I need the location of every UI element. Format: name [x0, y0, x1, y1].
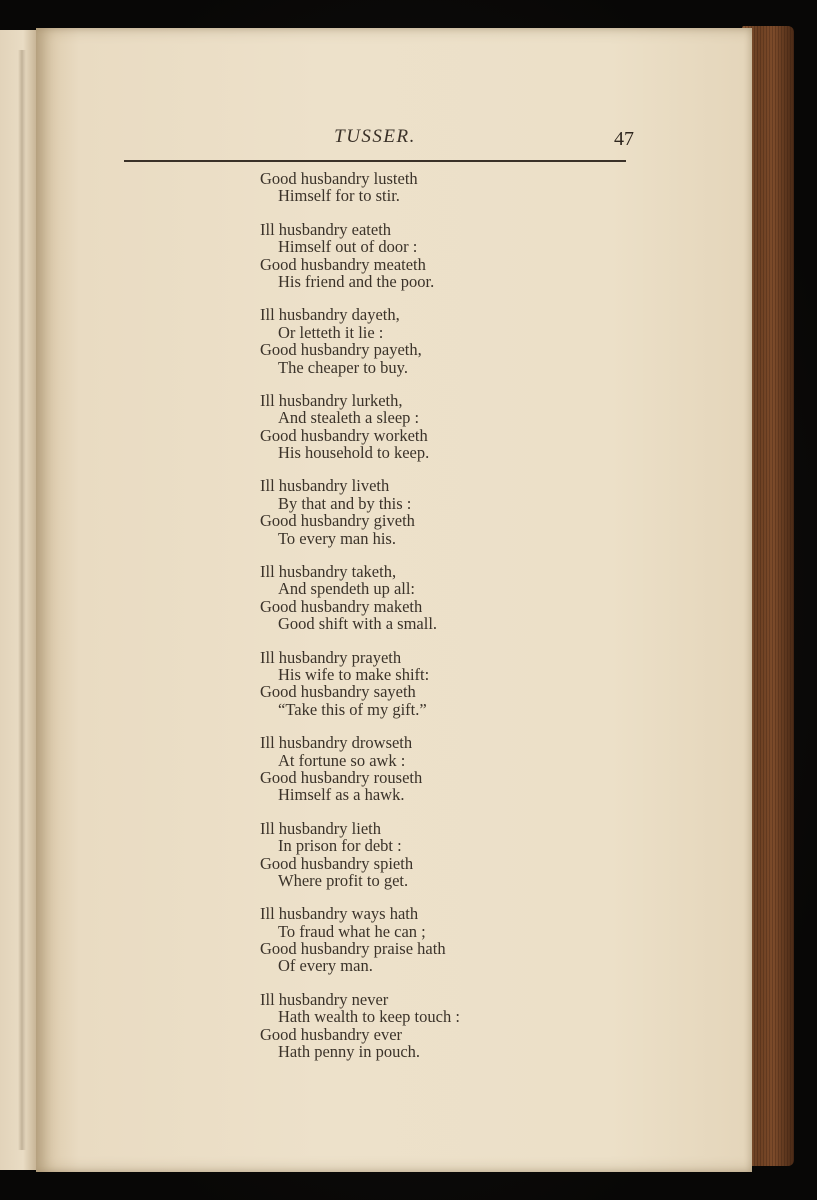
poem-line: At fortune so awk : — [278, 750, 406, 770]
poem-line: Ill husbandry dayeth, — [260, 305, 400, 325]
poem-line: Good husbandry worketh — [260, 425, 428, 445]
poem-line: Good husbandry maketh — [260, 596, 423, 616]
poem-line: Ill husbandry lieth — [260, 818, 381, 838]
poem-line: Ill husbandry liveth — [260, 476, 390, 496]
poem-line: Ill husbandry lurketh, — [260, 390, 403, 410]
poem-line: Good husbandry meateth — [260, 254, 426, 274]
poem-line: And spendeth up all: — [278, 579, 416, 599]
poem-line: Ill husbandry ways hath — [260, 904, 419, 924]
poem-line: Good husbandry payeth, — [260, 340, 422, 360]
poem-line: Good husbandry lusteth — [260, 169, 418, 188]
poem-line: To fraud what he can ; — [278, 921, 426, 941]
book-page — [36, 28, 752, 1172]
poem-line: Ill husbandry eateth — [260, 219, 392, 239]
poem-line: And stealeth a sleep : — [278, 408, 420, 428]
stanza — [260, 392, 560, 462]
poem-line: By that and by this : — [278, 493, 412, 513]
poem-line: Himself as a hawk. — [278, 785, 405, 805]
poem-line: His wife to make shift: — [278, 664, 430, 684]
stanza — [260, 221, 560, 291]
poem-line: Himself for to stir. — [278, 186, 400, 206]
stanza — [260, 477, 560, 547]
poem-line: Himself out of door : — [278, 237, 418, 257]
poem-line: Or letteth it lie : — [278, 322, 384, 342]
poem-line: Good husbandry ever — [260, 1024, 403, 1044]
running-title: TUSSER. — [334, 126, 416, 147]
header-rule — [124, 160, 626, 162]
stanza — [260, 306, 560, 376]
poem-line: Good husbandry giveth — [260, 511, 415, 531]
poem-line: Good shift with a small. — [278, 614, 438, 634]
running-head — [122, 126, 634, 160]
poem-line: Of every man. — [278, 956, 373, 976]
poem-line: Good husbandry rouseth — [260, 767, 423, 787]
stanza — [260, 820, 560, 890]
poem-line: Hath penny in pouch. — [278, 1042, 421, 1062]
stanza — [260, 170, 560, 205]
stanza — [260, 905, 560, 975]
poem-line: Ill husbandry taketh, — [260, 562, 397, 582]
poem-line: “Take this of my gift.” — [278, 699, 427, 719]
poem-line: His household to keep. — [278, 443, 430, 463]
poem-line: Where profit to get. — [278, 870, 409, 890]
poem-line: Good husbandry spieth — [260, 853, 414, 873]
poem-line: Ill husbandry drowseth — [260, 733, 413, 753]
poem-line: Hath wealth to keep touch : — [278, 1007, 460, 1027]
stanza — [260, 991, 560, 1061]
page-number: 47 — [614, 128, 634, 150]
poem-line: Ill husbandry never — [260, 989, 389, 1009]
poem-line: Ill husbandry prayeth — [260, 647, 402, 667]
poem-line: To every man his. — [278, 528, 396, 548]
stanza — [260, 734, 560, 804]
stanza — [260, 649, 560, 719]
poem-line: Good husbandry sayeth — [260, 682, 416, 702]
poem-text — [260, 170, 560, 1060]
poem-line: His friend and the poor. — [278, 271, 435, 291]
stanza — [260, 563, 560, 633]
poem-line: Good husbandry praise hath — [260, 939, 446, 959]
poem-line: In prison for debt : — [278, 836, 402, 856]
poem-line: The cheaper to buy. — [278, 357, 408, 377]
